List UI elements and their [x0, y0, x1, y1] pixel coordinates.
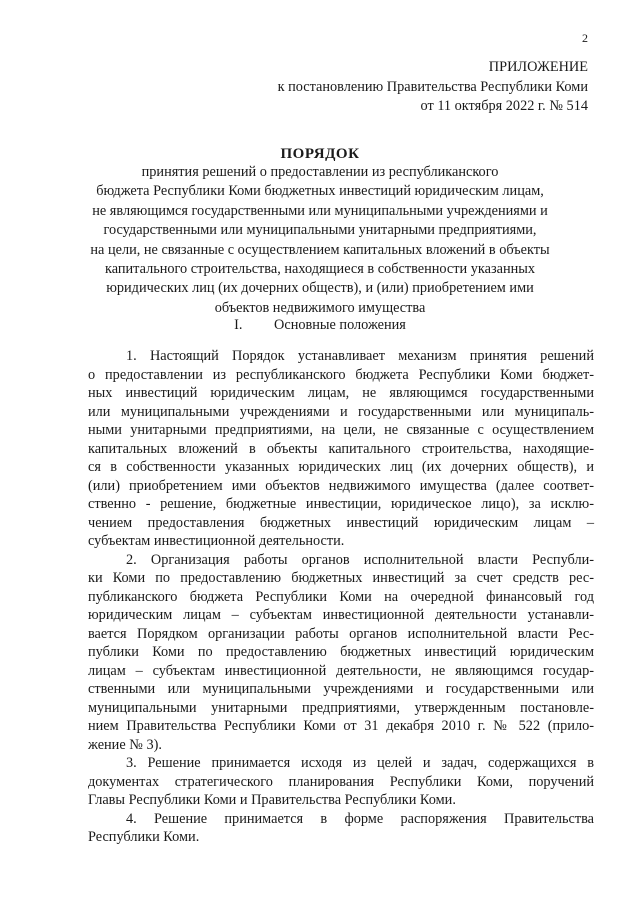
- body-line: ственно - решение, бюджетные инвестиции, юридическое лицо), за исклю-: [88, 496, 594, 512]
- appendix-date: от 11 октября 2022 г. № 514: [420, 98, 588, 114]
- body-line: юридическим лицам – субъектам инвестиционной деятельности устанавли-: [88, 607, 594, 623]
- document-body: [88, 347, 594, 847]
- body-line: жение № 3).: [88, 736, 162, 753]
- body-line: 4. Решение принимается в форме распоряжения Правительства: [126, 810, 594, 827]
- body-line: документах стратегического планирования Республики Коми, поручений: [88, 773, 594, 790]
- body-line: ки Коми по предоставлению бюджетных инвестиций за счет средств рес-: [88, 570, 594, 586]
- subtitle-line: бюджета Республики Коми бюджетных инвестиций юридическим лицам,: [96, 183, 544, 200]
- section-title: Основные положения: [274, 317, 406, 333]
- document-subtitle: [60, 163, 580, 318]
- body-line: Республики Коми.: [88, 829, 200, 845]
- body-line: Главы Республики Коми и Правительства Республики Коми.: [88, 792, 456, 808]
- body-line: ственными или муниципальными учреждениями и государственными или: [88, 681, 594, 697]
- body-line: капитальных вложений в объекты капитального строительства, находящие-: [88, 440, 594, 457]
- document-title: ПОРЯДОК: [280, 146, 360, 162]
- subtitle-line: не являющимся государственными или муниципальными учреждениями и: [92, 202, 548, 219]
- section-number: I.: [234, 317, 243, 333]
- section-heading: [0, 317, 640, 334]
- subtitle-line: капитального строительства, находящиеся в собственности указанных: [104, 261, 536, 278]
- body-line: вается Порядком организации работы органов исполнительной власти Рес-: [88, 625, 594, 642]
- body-line: субъектам инвестиционной деятельности.: [88, 533, 345, 549]
- body-line: 1. Настоящий Порядок устанавливает механизм принятия решений: [126, 348, 594, 364]
- subtitle-line: объектов недвижимого имущества: [214, 299, 426, 316]
- body-line: 2. Организация работы органов исполнительной власти Республи-: [126, 551, 594, 568]
- body-line: публиканского бюджета Республики Коми на очередной финансовый год: [88, 588, 594, 605]
- body-line: лицам – субъектам инвестиционной деятельности, не являющимся государ-: [88, 662, 594, 679]
- body-line: о предоставлении из республиканского бюджета Республики Коми бюджет-: [88, 366, 594, 383]
- body-line: ными унитарными предприятиями, на цели, не связанные с осуществлением: [88, 422, 594, 438]
- body-line: 3. Решение принимается исходя из целей и задач, содержащихся в: [126, 755, 594, 771]
- body-line: нием Правительства Республики Коми от 31 декабря 2010 г. № 522 (прило-: [88, 718, 594, 734]
- appendix-resolution: к постановлению Правительства Республики Коми: [277, 78, 588, 95]
- subtitle-line: юридических лиц (их дочерних обществ), и (или) приобретением ими: [106, 280, 534, 297]
- subtitle-line: на цели, не связанные с осуществлением капитальных вложений в объекты: [90, 241, 550, 258]
- body-line: или муниципальными учреждениями и государственными или муниципаль-: [88, 403, 594, 420]
- page-number: 2: [582, 31, 588, 45]
- body-line: ных инвестиций юридическим лицам, не являющимся государственными: [88, 385, 594, 401]
- subtitle-line: принятия решений о предоставлении из республиканского: [141, 164, 499, 180]
- body-line: муниципальными унитарными предприятиями, утвержденным постановле-: [88, 699, 594, 716]
- body-line: ся в собственности указанных юридических лиц (их дочерних обществ), и: [88, 459, 594, 475]
- body-line: чением предоставления бюджетных инвестиций юридическим лицам –: [88, 514, 594, 531]
- body-line: (или) приобретением ими объектов недвижимого имущества (далее соответ-: [88, 477, 594, 494]
- appendix-label: ПРИЛОЖЕНИЕ: [488, 59, 588, 75]
- subtitle-line: государственными или муниципальными унитарными предприятиями,: [103, 222, 537, 239]
- body-line: публики Коми по предоставлению бюджетных инвестиций юридическим: [88, 644, 594, 660]
- appendix-header: [148, 58, 588, 117]
